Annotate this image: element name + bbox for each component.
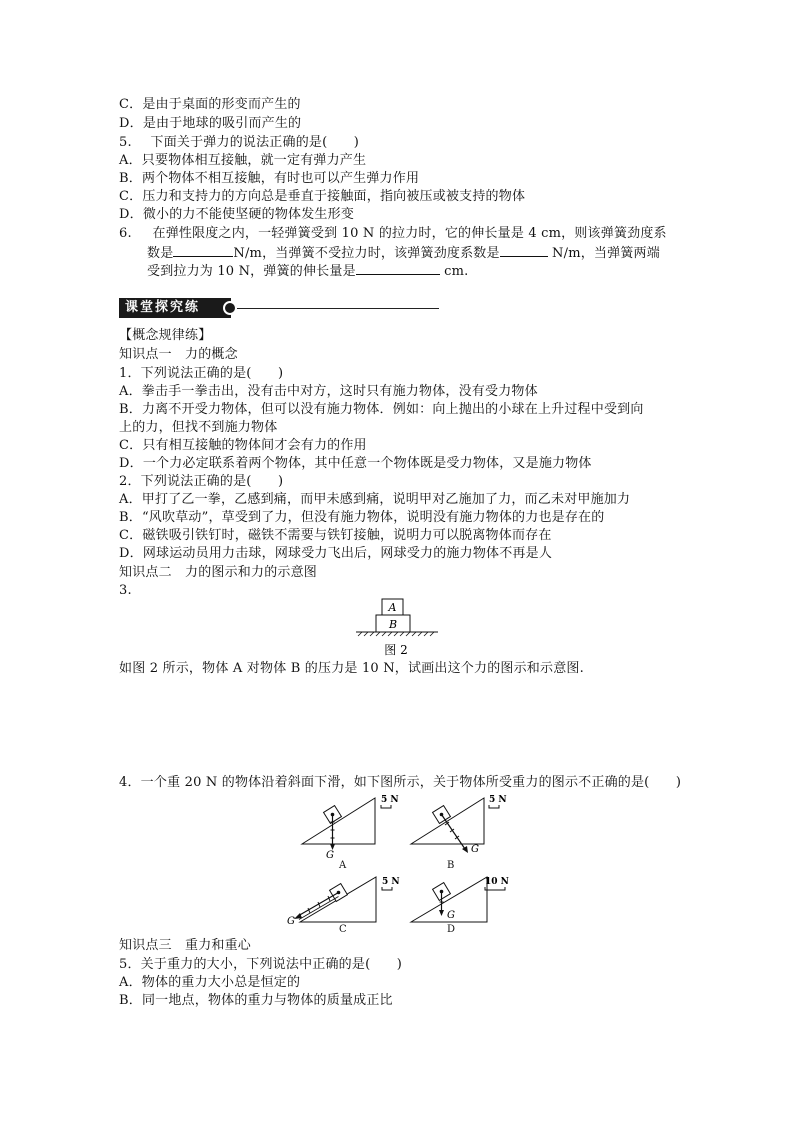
q5-option-a: A．只要物体相互接触，就一定有弹力产生 [119, 153, 367, 168]
knowledge-point-1: 知识点一 力的概念 [119, 347, 238, 362]
scale-label: 5 N [489, 795, 507, 805]
p5-option-a: A．物体的重力大小总是恒定的 [119, 975, 301, 990]
answer-blank[interactable] [356, 262, 440, 275]
p1-stem: 1．下列说法正确的是( ) [119, 366, 284, 381]
q5-option-d: D．微小的力不能使坚硬的物体发生形变 [119, 207, 355, 222]
p2-stem: 2．下列说法正确的是( ) [119, 474, 284, 489]
question-5-stem [119, 134, 359, 152]
g-label: G [471, 844, 479, 855]
q6-text: cm. [439, 264, 469, 279]
p2-option-d: D．网球运动员用力击球，网球受力飞出后，网球受力的施力物体不再是人 [119, 546, 553, 561]
p3-number: 3. [119, 583, 132, 598]
incline [302, 798, 375, 844]
figure-4c-label: C [339, 924, 347, 935]
q6-text: 受到拉力为 10 N，弹簧的伸长量是 [147, 264, 356, 279]
banner-label: 课堂探究练 [119, 298, 231, 318]
block-b-label: B [388, 618, 398, 631]
incline [411, 798, 484, 844]
scale-bar [489, 805, 499, 808]
p2-option-c: C．磁铁吸引铁钉时，磁铁不需要与铁钉接触，说明力可以脱离物体而存在 [119, 528, 552, 543]
figure-4d-label: D [447, 924, 456, 935]
option-d-prev: D．是由于地球的吸引而产生的 [119, 116, 302, 131]
p2-option-a: A．甲打了乙一拳，乙感到痛，而甲未感到痛，说明甲对乙施加了力，而乙未对甲施加力 [119, 492, 631, 507]
p3-text: 如图 2 所示，物体 A 对物体 B 的压力是 10 N，试画出这个力的图示和示意图. [119, 661, 584, 676]
g-label: G [326, 850, 334, 861]
figure-4b [407, 792, 517, 862]
p1-option-c: C．只有相互接触的物体间才会有力的作用 [119, 438, 367, 453]
q5-option-b: B．两个物体不相互接触，有时也可以产生弹力作用 [119, 171, 420, 186]
scale-label: 10 N [485, 877, 509, 887]
figure-4a-label: A [339, 860, 347, 871]
banner-rule [237, 308, 439, 309]
q6-text: N/m，当弹簧不受拉力时，该弹簧劲度系数是 [233, 246, 500, 261]
figure-2-caption: 图 2 [384, 643, 408, 657]
scale-bar [485, 887, 505, 890]
figure-4b-label: B [447, 860, 455, 871]
g-label: G [447, 910, 455, 921]
scale-label: 5 N [381, 795, 399, 805]
question-text: 下面关于弹力的说法正确的是( ) [150, 135, 360, 150]
q6-text: N/m，当弹簧两端 [547, 246, 660, 261]
p1-option-d: D．一个力必定联系着两个物体，其中任意一个物体既是受力物体，又是施力物体 [119, 456, 592, 471]
section-banner [119, 298, 439, 318]
answer-blank[interactable] [173, 244, 233, 257]
q5-option-c: C．压力和支持力的方向总是垂直于接触面，指向被压或被支持的物体 [119, 189, 526, 204]
p1-option-b-line1: B．力离不开受力物体，但可以没有施力物体．例如：向上抛出的小球在上升过程中受到向 [119, 402, 644, 417]
arrow-head [462, 846, 468, 853]
question-text: 在弹性限度之内，一轻弹簧受到 10 N 的拉力时，它的伸长量是 4 cm，则该弹簧劲度系 [152, 226, 667, 241]
scale-label: 5 N [382, 877, 400, 887]
question-6-line1 [119, 225, 667, 243]
p1-option-a: A．拳击手一拳击出，没有击中对方，这时只有施力物体，没有受力物体 [119, 384, 538, 399]
question-number: 5. [119, 135, 132, 150]
question-6-line3 [147, 262, 468, 281]
option-c-prev: C．是由于桌面的形变而产生的 [119, 97, 301, 112]
answer-blank[interactable] [500, 244, 548, 257]
knowledge-point-2: 知识点二 力的图示和力的示意图 [119, 565, 318, 580]
question-number: 6. [119, 226, 132, 241]
block-a-label: A [388, 601, 397, 614]
figure-4c [286, 874, 408, 930]
scale-bar [382, 887, 392, 890]
figure-4a [298, 792, 408, 862]
scale-bar [381, 805, 391, 808]
question-6-line2 [147, 244, 660, 263]
section-title: 【概念规律练】 [119, 328, 212, 343]
figure-4d [407, 874, 517, 930]
p2-option-b: B．“风吹草动”，草受到了力，但没有施力物体，说明没有施力物体的力也是存在的 [119, 510, 605, 525]
q6-text: 数是 [147, 246, 174, 261]
ground-hatch [358, 632, 434, 636]
p1-option-b-line2: 上的力，但找不到施力物体 [119, 420, 278, 435]
p5-option-b: B．同一地点，物体的重力与物体的质量成正比 [119, 993, 393, 1008]
p4-stem: 4．一个重 20 N 的物体沿着斜面下滑，如下图所示，关于物体所受重力的图示不正确的是( ) [119, 775, 682, 790]
banner-dot-icon [223, 301, 237, 315]
knowledge-point-3: 知识点三 重力和重心 [119, 938, 252, 953]
g-label: G [287, 916, 295, 927]
figure-2-blocks [350, 594, 442, 658]
p5-stem: 5．关于重力的大小，下列说法中正确的是( ) [119, 957, 403, 972]
